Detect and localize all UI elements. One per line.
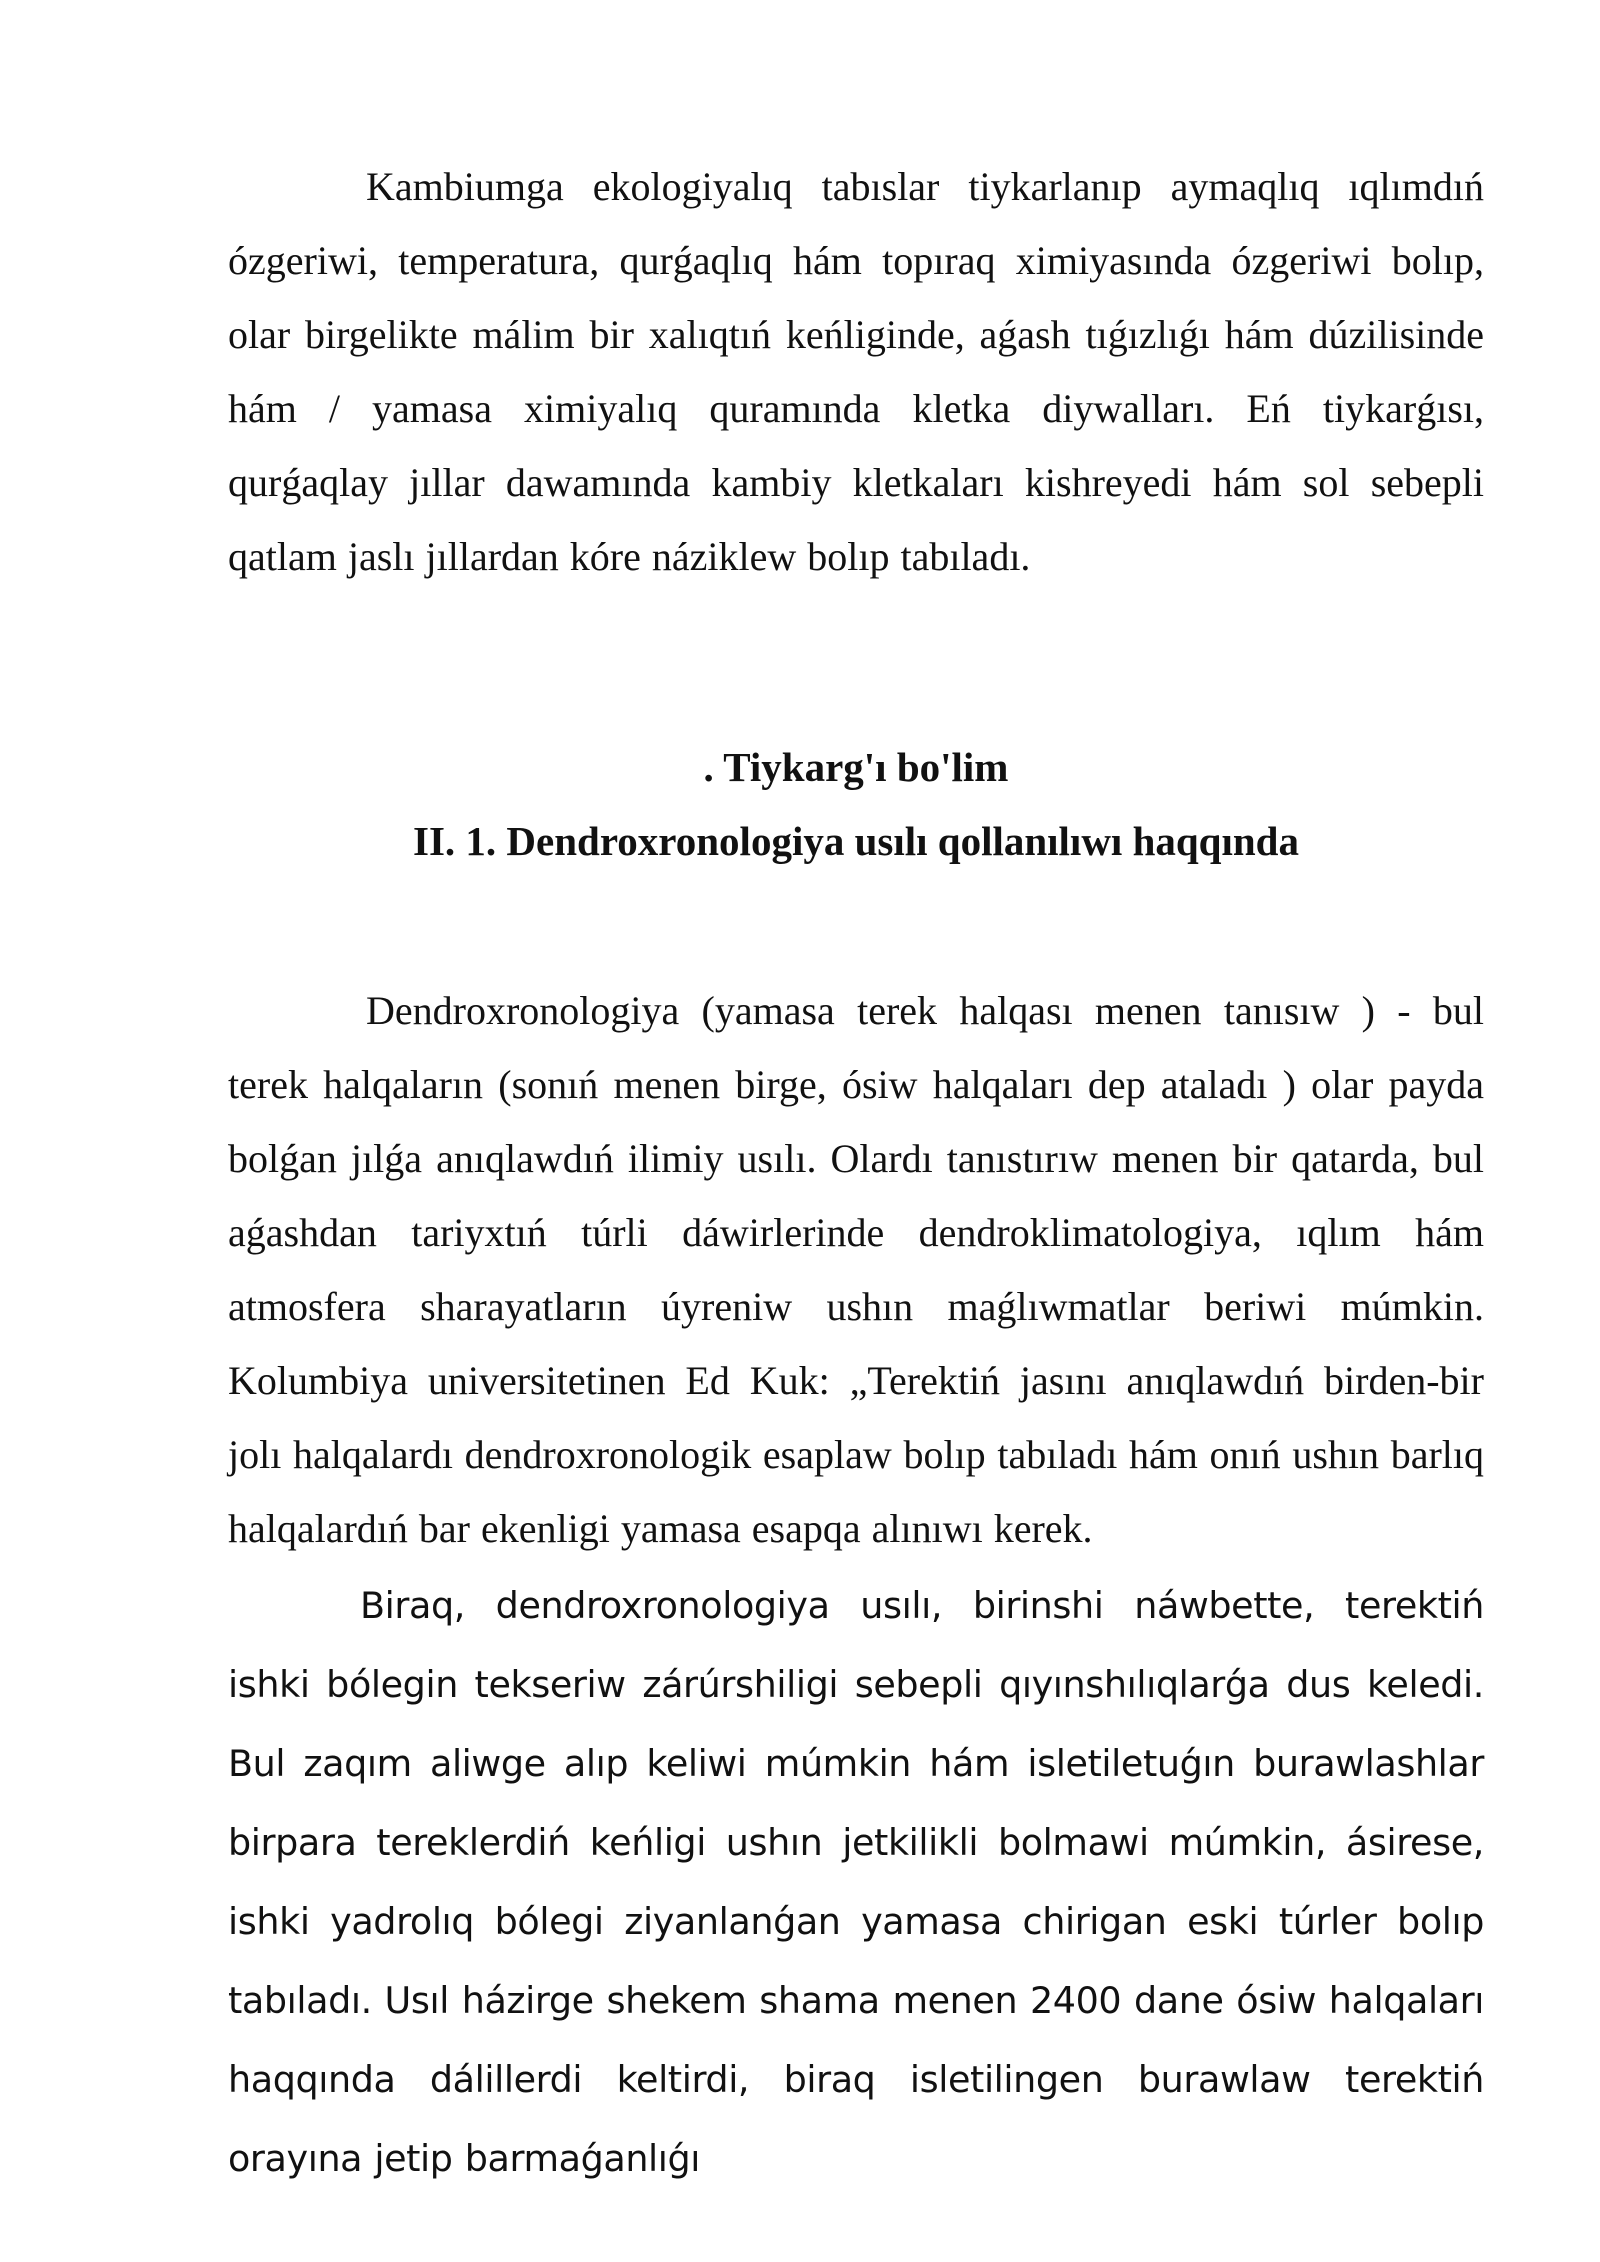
paragraph-dendrochronology-limitations: Biraq, dendroxronologiya usılı, birinshi náwbette, terektiń ishki bólegin tekseriw zárúrshiligi sebepli qıyınshılıqlarǵa dus keledi. Bul zaqım aliwge alıp keliwi múmkin hám isletiletuǵın burawlashlar birpara tereklerdiń keńligi ushın jetkilikli bolmawi múmkin, ásirese, ishki yadrolıq bólegi ziyanlanǵan yamasa chirigan eski túrler bolıp tabıladı. Usıl házirge shekem shama menen 2400 dane ósiw halqaları haqqında dálillerdi keltirdi, biraq isletilingen burawlaw terektiń orayına jetip barmaǵanlıǵı [228,1584,1484,2180]
spacer [228,878,1484,974]
paragraph-dendrochronology-definition: Dendroxronologiya (yamasa terek halqası menen tanısıw ) - bul terek halqaların (sonıń menen birge, ósiw halqaları dep ataladı ) olar payda bolǵan jılǵa anıqlawdıń ilimiy usılı. Olardı tanıstırıw menen bir qatarda, bul aǵashdan tariyxtıń túrli dáwirlerinde dendroklimatologiya, ıqlım hám atmosfera sharayatların úyreniw ushın maǵlıwmatlar beriwi múmkin. Kolumbiya universitetinen Ed Kuk: „Terektiń jasını anıqlawdıń birden-bir jolı halqalardı dendroxronologik esaplaw bolıp tabıladı hám onıń ushın barlıq halqalardıń bar ekenligi yamasa esapqa alınıwı kerek. [228,988,1484,1551]
subsection-title: II. 1. Dendroxronologiya usılı qollanılıwı haqqında [413,818,1299,864]
section-title: . Tiykarg'ı bo'lim [703,744,1009,790]
section-heading-block [228,730,1484,878]
spacer [228,594,1484,730]
paragraph-kambium-ecology: Kambiumga ekologiyalıq tabıslar tiykarlanıp aymaqlıq ıqlımdıń ózgeriwi, temperatura, qurǵaqlıq hám topıraq ximiyasında ózgeriwi bolıp, olar birgelikte málim bir xalıqtıń keńliginde, aǵash tıǵızlıǵı hám dúzilisinde hám / yamasa ximiyalıq quramında kletka diywalları. Eń tiykarǵısı, qurǵaqlay jıllar dawamında kambiy kletkaları kishreyedi hám sol sebepli qatlam jaslı jıllardan kóre náziklew bolıp tabıladı. [228,164,1484,579]
document-body [228,150,1484,2198]
